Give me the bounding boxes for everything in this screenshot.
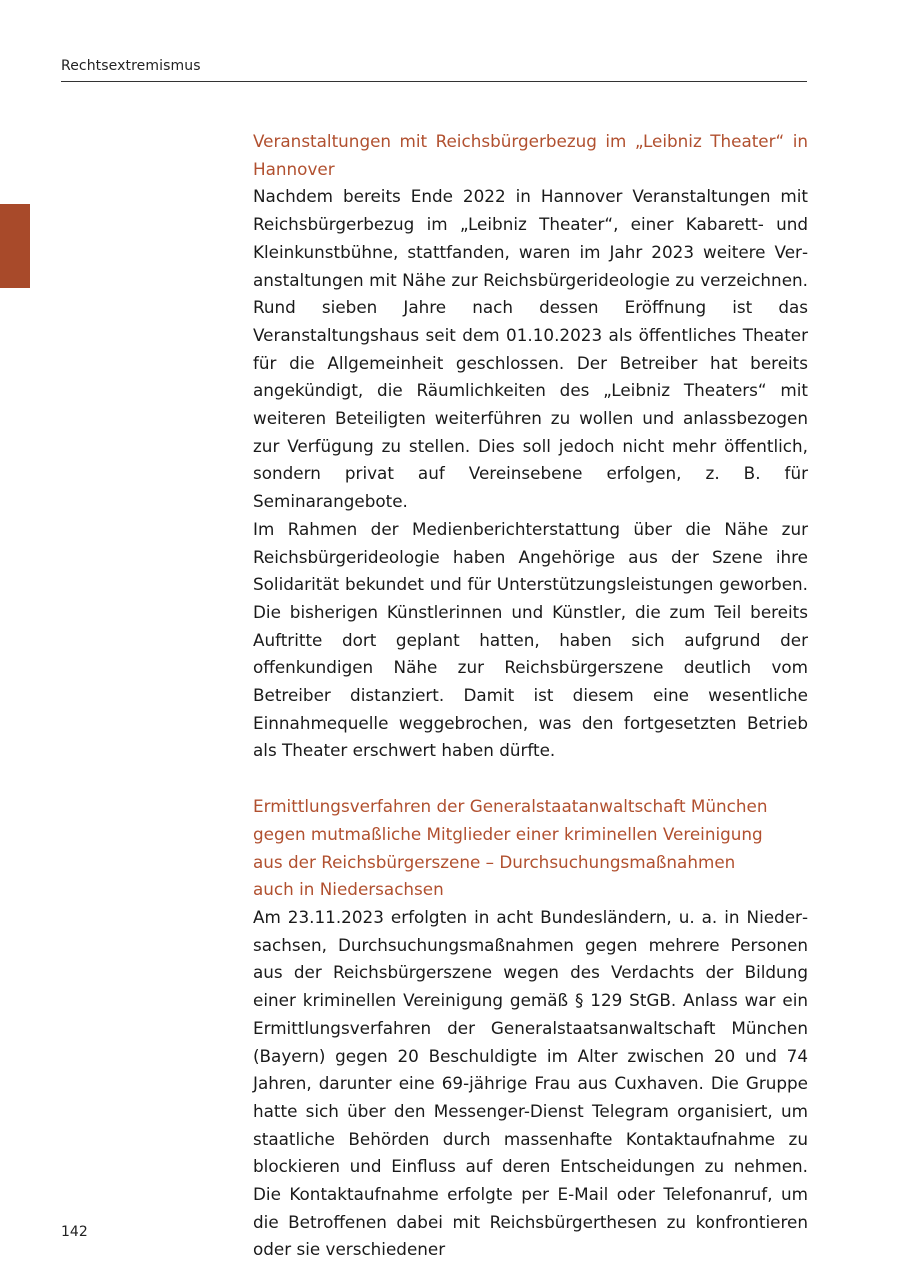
header-divider: [61, 81, 807, 82]
chapter-side-marker: [0, 204, 30, 288]
section-heading-ermittlungsverfahren: Ermittlungsverfahren der Generalstaatanwaltschaft München gegen mutmaßliche Mitglieder einer kriminellen Vereinigung aus der Reichsbürgerszene – Durchsuchungsmaßnahmen auch in Niedersachsen: [253, 796, 768, 900]
paragraph: Am 23.11.2023 erfolgten in acht Bundesländern, u. a. in Niedersachsen, Durchsuchungsmaßnahmen gegen mehrere Personen aus der Reichsbürgerszene wegen des Verdachts der Bildung einer kriminellen Vereinigung gemäß § 129 StGB. Anlass war ein Ermittlungsverfahren der Generalstaatsanwaltschaft München (Bayern) gegen 20 Beschuldigte im Alter zwischen 20 und 74 Jahren, darunter eine 69-jährige Frau aus Cuxhaven. Die Gruppe hatte sich über den Messenger-Dienst Telegram organisiert, um staatliche Behörden durch massenhafte Kontaktaufnahme zu blockieren und Einfluss auf deren Entscheidungen zu nehmen. Die Kontaktaufnahme erfolgte per E-Mail oder Telefonanruf, um die Betroffenen dabei mit Reichsbürgerthesen zu konfrontieren oder sie verschiedener: [253, 906, 808, 1260]
running-header: Rechtsextremismus: [61, 58, 201, 74]
section-spacer: [253, 765, 808, 793]
main-content: [253, 128, 808, 1264]
paragraph: Im Rahmen der Medienberichterstattung über die Nähe zur Reichsbürgerideologie haben Angehörige aus der Szene ihre Solidarität bekundet und für Unterstützungsleistungen geworben. Die bisherigen Künstlerinnen und Künstler, die zum Teil bereits Auftritte dort geplant hatten, haben sich aufgrund der offenkundigen Nähe zur Reichsbürgerszene deutlich vom Betreiber distanziert. Damit ist diesem eine wesentliche Einnahmequelle weggebrochen, was den fortgesetzten Betrieb als Theater erschwert haben dürfte.: [253, 518, 808, 761]
section-heading-leibniz-theater: Veranstaltungen mit Reichsbürgerbezug im „Leibniz Theater“ in Hannover: [253, 131, 808, 179]
paragraph: Nachdem bereits Ende 2022 in Hannover Veranstaltungen mit Reichsbürgerbezug im „Leibniz Theater“, einer Kabarett- und Kleinkunstbühne, stattfanden, waren im Jahr 2023 weitere Veranstaltungen mit Nähe zur Reichsbürgerideologie zu verzeichnen. Rund sieben Jahre nach dessen Eröffnung ist das Veranstaltungshaus seit dem 01.10.2023 als öffentliches Theater für die Allgemeinheit geschlossen. Der Betreiber hat bereits angekündigt, die Räumlichkeiten des „Leibniz Theaters“ mit weiteren Beteiligten weiterführen zu wollen und anlassbezogen zur Verfügung zu stellen. Dies soll jedoch nicht mehr öffentlich, sondern privat auf Vereinsebene erfolgen, z. B. für Seminarangebote.: [253, 186, 808, 512]
page-number: 142: [61, 1224, 88, 1240]
